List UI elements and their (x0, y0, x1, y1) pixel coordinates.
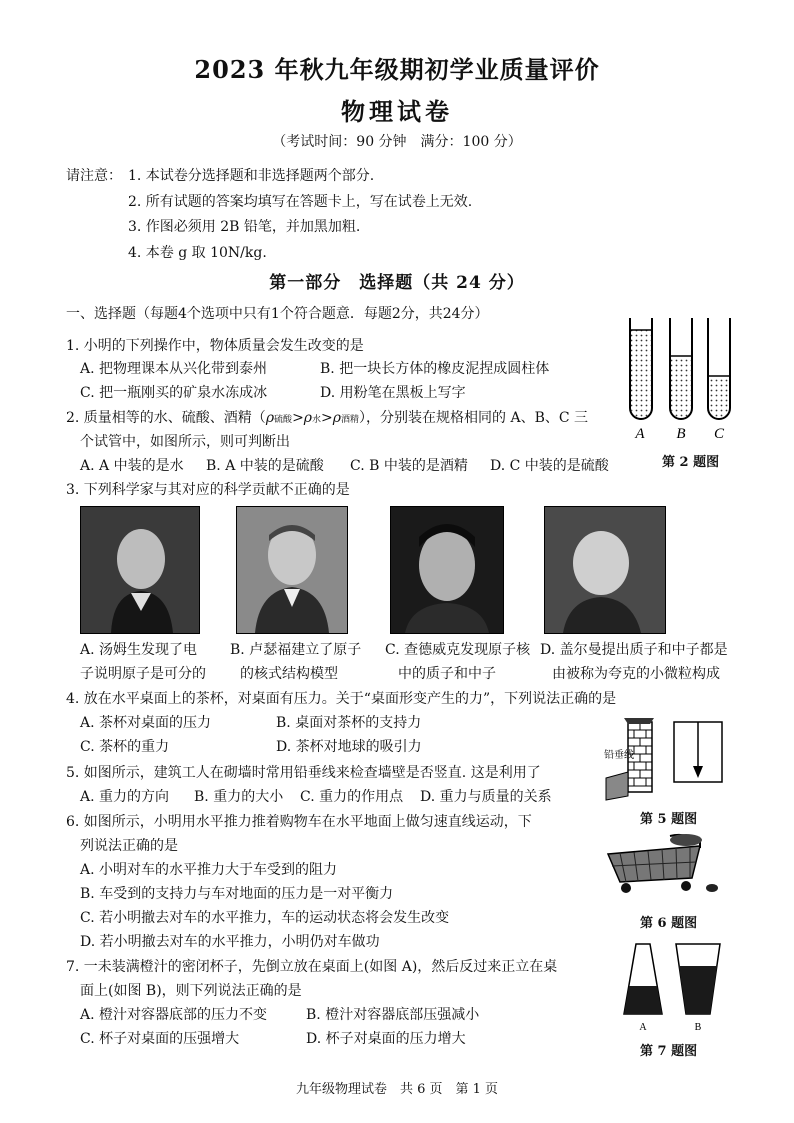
q4-option-a: A. 茶杯对桌面的压力 (80, 715, 212, 731)
q1-stem: 1. 小明的下列操作中，物体质量会发生改变的是 (66, 338, 364, 354)
q4-option-b: B. 桌面对茶杯的支持力 (276, 715, 422, 731)
q7-option-b: B. 橙汁对容器底部压强减小 (306, 1007, 480, 1023)
q5-option-b: B. 重力的大小 (194, 789, 284, 805)
cup-label-b: B (694, 1022, 702, 1033)
page-footer: 九年级物理试卷 共 6 页 第 1 页 (295, 1082, 499, 1097)
q3-option-d-line1: D. 盖尔曼提出质子和中子都是 (540, 642, 728, 658)
q4-stem: 4. 放在水平桌面上的茶杯，对桌面有压力。关于“桌面形变产生的力”，下列说法正确的是 (66, 691, 617, 707)
q3-option-c-line1: C. 查德威克发现原子核 (385, 642, 531, 658)
tube-label-a: A (635, 426, 645, 442)
cups-figure (620, 942, 730, 1034)
q5-option-a: A. 重力的方向 (80, 789, 170, 805)
q3-option-d-line2: 由被称为夸克的小微粒构成 (552, 666, 720, 682)
exam-title: 2023 年秋九年级期初学业质量评价 (194, 55, 600, 84)
q6-option-a: A. 小明对车的水平推力大于车受到的阻力 (80, 862, 338, 878)
shopping-cart-figure (600, 834, 718, 896)
q4-option-c: C. 茶杯的重力 (80, 739, 170, 755)
part-one-title: 第一部分 选择题（共 24 分） (269, 273, 525, 293)
q5-stem: 5. 如图所示，建筑工人在砌墙时常用铅垂线来检查墙壁是否竖直. 这是利用了 (66, 765, 541, 781)
q7-stem-line2: 面上(如图 B)，则下列说法正确的是 (80, 983, 302, 999)
q3-stem: 3. 下列科学家与其对应的科学贡献不正确的是 (66, 482, 350, 498)
fig2-caption: 第 2 题图 (662, 455, 720, 470)
q3-option-c-line2: 中的质子和中子 (398, 666, 496, 682)
plumb-line-figure (604, 716, 728, 804)
fig6-caption: 第 6 题图 (640, 916, 698, 931)
q7-option-c: C. 杯子对桌面的压强增大 (80, 1031, 240, 1047)
q1-option-d: D. 用粉笔在黑板上写字 (320, 385, 466, 401)
q2-option-a: A. A 中装的是水 (80, 458, 184, 474)
exam-info: （考试时间：90 分钟 满分：100 分） (272, 134, 522, 150)
q2-stem: 2. 质量相等的水、硫酸、酒精（ρ硫酸>ρ水>ρ酒精），分别装在规格相同的 A、B、C 三 (66, 410, 589, 426)
q1-option-c: C. 把一瓶刚买的矿泉水冻成冰 (80, 385, 268, 401)
scientist-photo-gellmann (544, 506, 666, 634)
q2-option-c: C. B 中装的是酒精 (350, 458, 468, 474)
q6-option-d: D. 若小明撤去对车的水平推力，小明仍对车做功 (80, 934, 380, 950)
q2-stem-line2: 个试管中，如图所示，则可判断出 (80, 434, 290, 450)
q5-option-c: C. 重力的作用点 (300, 789, 404, 805)
q7-option-a: A. 橙汁对容器底部的压力不变 (80, 1007, 268, 1023)
notice-lead: 请注意： (66, 168, 122, 184)
exam-subject: 物理试卷 (341, 97, 453, 126)
fig5-caption: 第 5 题图 (640, 812, 698, 827)
notice-item: 1. 本试卷分选择题和非选择题两个部分. (128, 168, 375, 184)
notice-item: 2. 所有试题的答案均填写在答题卡上，写在试卷上无效. (128, 193, 473, 210)
q6-option-b: B. 车受到的支持力与车对地面的压力是一对平衡力 (80, 886, 394, 902)
section-instruction: 一、选择题（每题4个选项中只有1个符合题意．每题2分，共24分） (66, 306, 489, 322)
scientist-photo-chadwick (390, 506, 504, 634)
notice-item: 4. 本卷 g 取 10N/kg. (128, 244, 267, 261)
cup-label-a: A (639, 1022, 647, 1033)
q5-option-d: D. 重力与质量的关系 (420, 789, 552, 805)
q2-option-d: D. C 中装的是硫酸 (490, 458, 609, 474)
q6-option-c: C. 若小明撤去对车的水平推力，车的运动状态将会发生改变 (80, 910, 450, 926)
q3-option-b-line1: B. 卢瑟福建立了原子 (230, 642, 362, 658)
test-tubes-figure (624, 318, 744, 443)
q3-option-a-line1: A. 汤姆生发现了电 (80, 642, 198, 658)
tube-label-b: B (676, 426, 686, 442)
notice-block (66, 164, 472, 266)
scientist-photo-thomson (80, 506, 200, 634)
q6-stem-line2: 列说法正确的是 (80, 838, 178, 854)
plumb-line-label: 铅垂线 (604, 750, 634, 761)
notice-item: 3. 作图必须用 2B 铅笔，并加黑加粗. (128, 219, 361, 235)
q7-stem: 7. 一未装满橙汁的密闭杯子，先倒立放在桌面上(如图 A)，然后反过来正立在桌 (66, 959, 558, 975)
scientist-photo-rutherford (236, 506, 348, 634)
q1-option-a: A. 把物理课本从兴化带到泰州 (80, 361, 268, 377)
q3-option-a-line2: 子说明原子是可分的 (80, 666, 206, 682)
q2-option-b: B. A 中装的是硫酸 (206, 458, 324, 474)
q6-stem: 6. 如图所示，小明用水平推力推着购物车在水平地面上做匀速直线运动，下 (66, 814, 532, 830)
q7-option-d: D. 杯子对桌面的压力增大 (306, 1031, 466, 1047)
q4-option-d: D. 茶杯对地球的吸引力 (276, 739, 422, 755)
tube-label-c: C (713, 426, 725, 442)
fig7-caption: 第 7 题图 (640, 1044, 698, 1059)
q3-option-b-line2: 的核式结构模型 (240, 666, 338, 682)
q1-option-b: B. 把一块长方体的橡皮泥捏成圆柱体 (320, 361, 550, 377)
